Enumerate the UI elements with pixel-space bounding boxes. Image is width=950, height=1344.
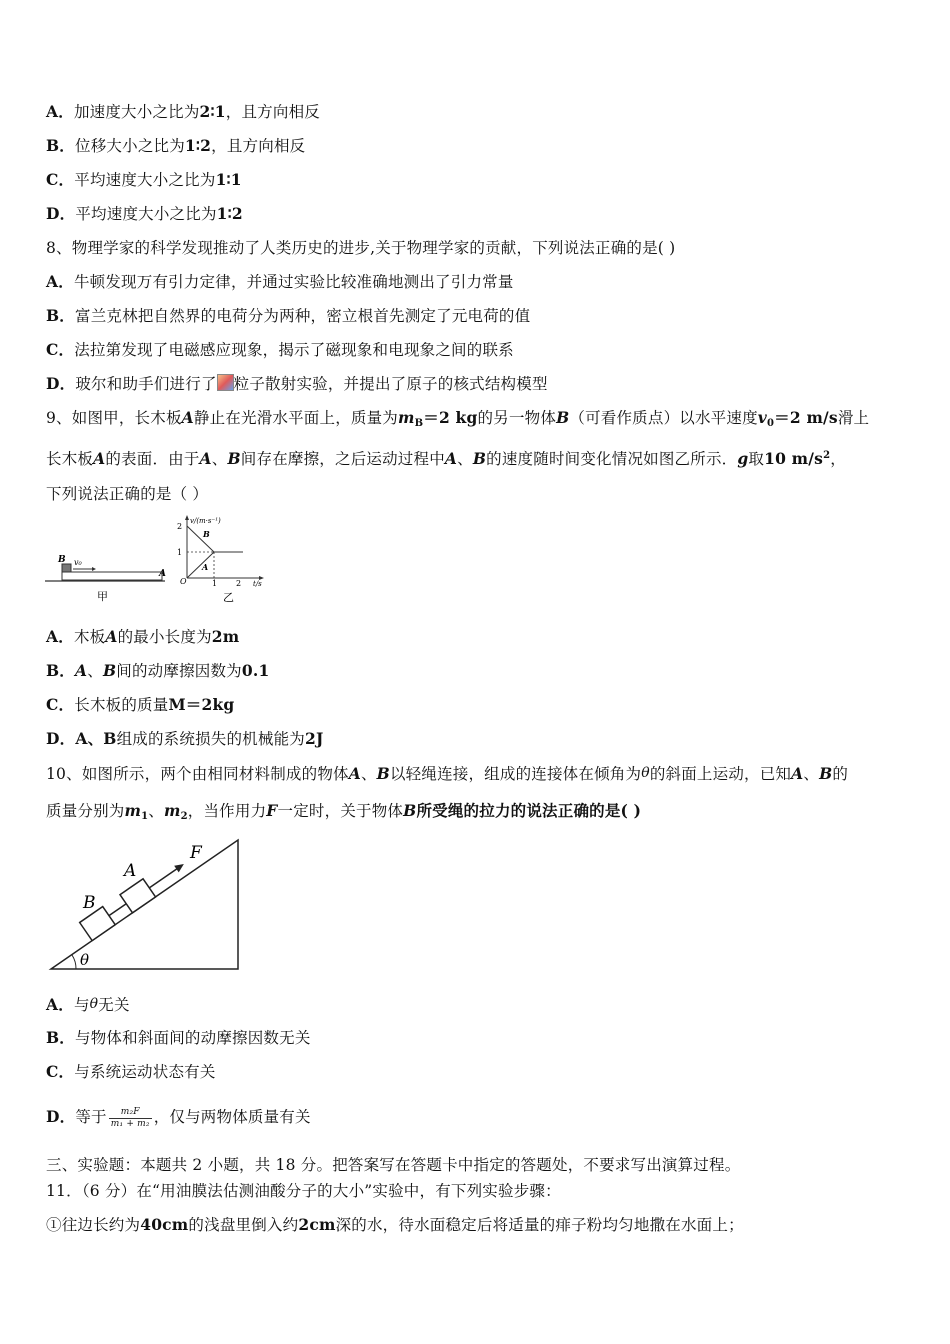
q9-option-c bbox=[46, 695, 234, 715]
var-b: B bbox=[376, 764, 390, 783]
option-text: 牛顿发现万有引力定律，并通过实验比较准确地测出了引力常量 bbox=[73, 273, 514, 291]
text: ， bbox=[830, 450, 846, 468]
value: M＝2kg bbox=[168, 695, 235, 714]
text: 的表面．由于 bbox=[105, 450, 200, 468]
text: 的浅盘里倒入约 bbox=[188, 1216, 299, 1234]
option-label: D． bbox=[46, 1107, 76, 1126]
q9-option-a bbox=[46, 627, 239, 647]
q7-option-b bbox=[46, 136, 305, 156]
value: 0.1 bbox=[241, 661, 270, 680]
fraction bbox=[109, 1107, 152, 1130]
label-a: A bbox=[159, 569, 166, 579]
force-arrow-head bbox=[174, 861, 186, 873]
option-label: C． bbox=[46, 1062, 75, 1081]
label-f: F bbox=[190, 843, 202, 863]
q10-incline-figure bbox=[44, 832, 249, 976]
text: （可看作质点）以水平速度 bbox=[569, 409, 758, 427]
text: 质量分别为 bbox=[46, 802, 125, 820]
q11-step-1 bbox=[46, 1215, 744, 1235]
mass-value: ＝2 kg bbox=[423, 408, 478, 427]
var-m: m bbox=[398, 408, 415, 427]
fraction-denominator: m₁ + m₂ bbox=[110, 1118, 150, 1129]
q8-stem: 8、物理学家的科学发现推动了人类历史的进步,关于物理学家的贡献，下列说法正确的是( ) bbox=[46, 239, 676, 257]
text: 、 bbox=[803, 765, 820, 783]
value: 2m bbox=[211, 627, 240, 646]
v-axis-arrow bbox=[185, 515, 189, 520]
velocity-value: ＝2 m/s bbox=[774, 408, 838, 427]
var-a: A bbox=[444, 449, 458, 468]
var-f: F bbox=[266, 801, 278, 820]
option-text: 加速度大小之比为 bbox=[73, 103, 200, 121]
text: 9、如图甲，长木板 bbox=[46, 409, 182, 427]
superscript: 2 bbox=[823, 450, 831, 461]
text: 滑上 bbox=[837, 409, 870, 427]
line-a bbox=[187, 552, 214, 578]
tick-y1: 1 bbox=[177, 548, 183, 557]
option-text: 位移大小之比为 bbox=[75, 137, 185, 155]
caption-yi: 乙 bbox=[223, 591, 234, 604]
label-v0: v₀ bbox=[74, 558, 82, 567]
value: 40cm bbox=[140, 1215, 189, 1234]
option-label: B． bbox=[46, 661, 76, 680]
text: 木板 bbox=[73, 628, 106, 646]
board-a bbox=[62, 572, 162, 580]
var-m: m bbox=[164, 801, 181, 820]
tick-x1: 1 bbox=[212, 579, 218, 588]
option-ratio: 2∶1 bbox=[199, 102, 226, 121]
var-b: B bbox=[556, 408, 570, 427]
text: 、 bbox=[457, 450, 473, 468]
q8-option-d bbox=[46, 374, 548, 394]
q8-option-c bbox=[46, 340, 514, 360]
line-b bbox=[187, 526, 214, 552]
q8-option-b bbox=[46, 306, 530, 326]
q7-option-d bbox=[46, 204, 243, 224]
option-label: A． bbox=[46, 627, 74, 646]
q10-option-d bbox=[46, 1104, 311, 1130]
text: 一定时，关于物体 bbox=[277, 802, 404, 820]
var-b: B bbox=[403, 801, 417, 820]
var-b: B bbox=[102, 661, 117, 680]
option-text-2: 粒子散射实验，并提出了原子的核式结构模型 bbox=[233, 375, 548, 393]
var-a: A bbox=[75, 661, 88, 680]
text: 、 bbox=[211, 450, 228, 468]
q10-stem-line-2 bbox=[46, 801, 641, 827]
text: 所受绳的拉力的说法正确的是( ) bbox=[416, 801, 642, 820]
var-a: A bbox=[93, 449, 106, 468]
option-label: C． bbox=[46, 340, 75, 359]
curve-label-a: A bbox=[202, 562, 209, 572]
text: 的最小长度为 bbox=[117, 628, 212, 646]
option-label: D． bbox=[46, 374, 76, 393]
var-b: B bbox=[472, 449, 487, 468]
var-a: A bbox=[181, 408, 194, 427]
text: 的斜面上运动，已知 bbox=[649, 765, 792, 783]
text: ，仅与两物体质量有关 bbox=[153, 1108, 311, 1126]
text: 深的水，待水面稳定后将适量的痱子粉均匀地撒在水面上； bbox=[335, 1216, 744, 1234]
option-label: A． bbox=[46, 995, 74, 1014]
text: 长木板的质量 bbox=[74, 696, 169, 714]
q9-stem-line-1 bbox=[46, 408, 869, 434]
text: 与系统运动状态有关 bbox=[74, 1063, 216, 1081]
option-ratio: 1∶2 bbox=[216, 204, 243, 223]
option-label: D． bbox=[46, 729, 76, 748]
text: 的另一物体 bbox=[477, 409, 557, 427]
option-text-1: 玻尔和助手们进行了 bbox=[75, 375, 217, 393]
q9-figure-jia bbox=[40, 548, 170, 604]
subscript: 1 bbox=[141, 811, 149, 822]
theta-symbol: θ bbox=[641, 765, 650, 781]
arrow-head bbox=[92, 567, 96, 571]
subscript: 0 bbox=[767, 418, 775, 429]
label-a: A bbox=[124, 861, 137, 881]
q9-option-d bbox=[46, 729, 324, 749]
origin-label: O bbox=[180, 577, 187, 586]
value: 2cm bbox=[298, 1215, 336, 1234]
q9-stem-line-3: 下列说法正确的是（ ） bbox=[46, 485, 209, 503]
var-a: A bbox=[199, 449, 212, 468]
text: ，当作用力 bbox=[187, 802, 267, 820]
theta-symbol: θ bbox=[89, 996, 99, 1012]
label-b: B bbox=[58, 555, 66, 565]
q9-stem-line-2 bbox=[46, 446, 846, 469]
text: 长木板 bbox=[46, 450, 94, 468]
text: 的速度随时间变化情况如图乙所示． bbox=[486, 450, 738, 468]
text: 的 bbox=[832, 765, 849, 783]
option-ratio: 1∶2 bbox=[184, 136, 212, 155]
option-label: A． bbox=[46, 272, 74, 291]
option-text: 法拉第发现了电磁感应现象，揭示了磁现象和电现象之间的联系 bbox=[74, 341, 514, 359]
rope bbox=[109, 904, 126, 916]
var-a: A bbox=[348, 764, 361, 783]
text: 10、如图所示，两个由相同材料制成的物体 bbox=[46, 765, 349, 783]
text: 、 bbox=[360, 765, 377, 783]
g-value: 10 m/s bbox=[764, 449, 824, 468]
text: 无关 bbox=[98, 996, 130, 1014]
text: 取 bbox=[748, 450, 765, 468]
option-text: 富兰克林把自然界的电荷分为两种，密立根首先测定了元电荷的值 bbox=[75, 307, 531, 325]
q9-option-b bbox=[46, 661, 269, 681]
subscript: B bbox=[414, 418, 424, 429]
option-rest: ，且方向相反 bbox=[225, 103, 320, 121]
theta-label: θ bbox=[80, 951, 90, 969]
option-rest: ，且方向相反 bbox=[211, 137, 306, 155]
text: 静止在光滑水平面上，质量为 bbox=[193, 409, 399, 427]
option-ratio: 1∶1 bbox=[215, 170, 242, 189]
text: 与 bbox=[73, 996, 90, 1014]
alpha-image-icon bbox=[217, 374, 234, 391]
text: 与物体和斜面间的动摩擦因数无关 bbox=[75, 1029, 311, 1047]
tick-y2: 2 bbox=[177, 522, 183, 531]
q8-option-a bbox=[46, 272, 514, 292]
text: 组成的系统损失的机械能为 bbox=[116, 730, 305, 748]
option-label: B． bbox=[46, 1028, 76, 1047]
q7-option-c bbox=[46, 170, 242, 190]
section-3-heading: 三、实验题：本题共 2 小题，共 18 分。把答案写在答题卡中指定的答题处，不要求写出演算过程。 bbox=[46, 1156, 741, 1174]
var-a: A bbox=[791, 764, 804, 783]
text: ①往边长约为 bbox=[46, 1216, 141, 1234]
text: 等于 bbox=[75, 1108, 107, 1126]
text: 间存在摩擦，之后运动过程中 bbox=[240, 450, 445, 468]
text: 、 bbox=[87, 662, 103, 680]
q10-stem-line-1 bbox=[46, 763, 848, 784]
var-g: g bbox=[737, 449, 749, 468]
label-b: B bbox=[83, 893, 96, 913]
text: 以轻绳连接，组成的连接体在倾角为 bbox=[389, 765, 642, 783]
var-a: A bbox=[105, 627, 118, 646]
value: 2J bbox=[304, 729, 324, 748]
q7-option-a bbox=[46, 102, 320, 122]
subscript: 2 bbox=[180, 811, 188, 822]
option-label: C． bbox=[46, 170, 75, 189]
var-m: m bbox=[124, 801, 142, 820]
block-b bbox=[62, 564, 71, 572]
tick-x2: 2 bbox=[236, 579, 242, 588]
q10-option-c bbox=[46, 1062, 216, 1082]
option-label: D． bbox=[46, 204, 76, 223]
q10-option-a bbox=[46, 994, 130, 1015]
caption-jia: 甲 bbox=[97, 590, 108, 603]
var-b: B bbox=[227, 449, 241, 468]
q10-option-b bbox=[46, 1028, 311, 1048]
var-v: v bbox=[757, 408, 767, 427]
fraction-numerator: m₂F bbox=[109, 1107, 152, 1119]
q11-stem: 11．（6 分）在“用油膜法估测油酸分子的大小”实验中，有下列实验步骤： bbox=[46, 1182, 561, 1200]
var-b: B bbox=[819, 764, 833, 783]
option-text: 平均速度大小之比为 bbox=[75, 205, 217, 223]
v-axis-label: v/(m·s⁻¹) bbox=[190, 517, 221, 525]
option-text: 平均速度大小之比为 bbox=[74, 171, 216, 189]
curve-label-b: B bbox=[203, 529, 210, 539]
option-label: C． bbox=[46, 695, 75, 714]
text: 、 bbox=[148, 802, 164, 820]
t-axis-label: t/s bbox=[253, 580, 262, 588]
text: A、B bbox=[75, 729, 117, 748]
option-label: B． bbox=[46, 136, 76, 155]
q9-figure-yi bbox=[170, 512, 275, 606]
option-label: A． bbox=[46, 102, 74, 121]
option-label: B． bbox=[46, 306, 76, 325]
text: 间的动摩擦因数为 bbox=[116, 662, 242, 680]
